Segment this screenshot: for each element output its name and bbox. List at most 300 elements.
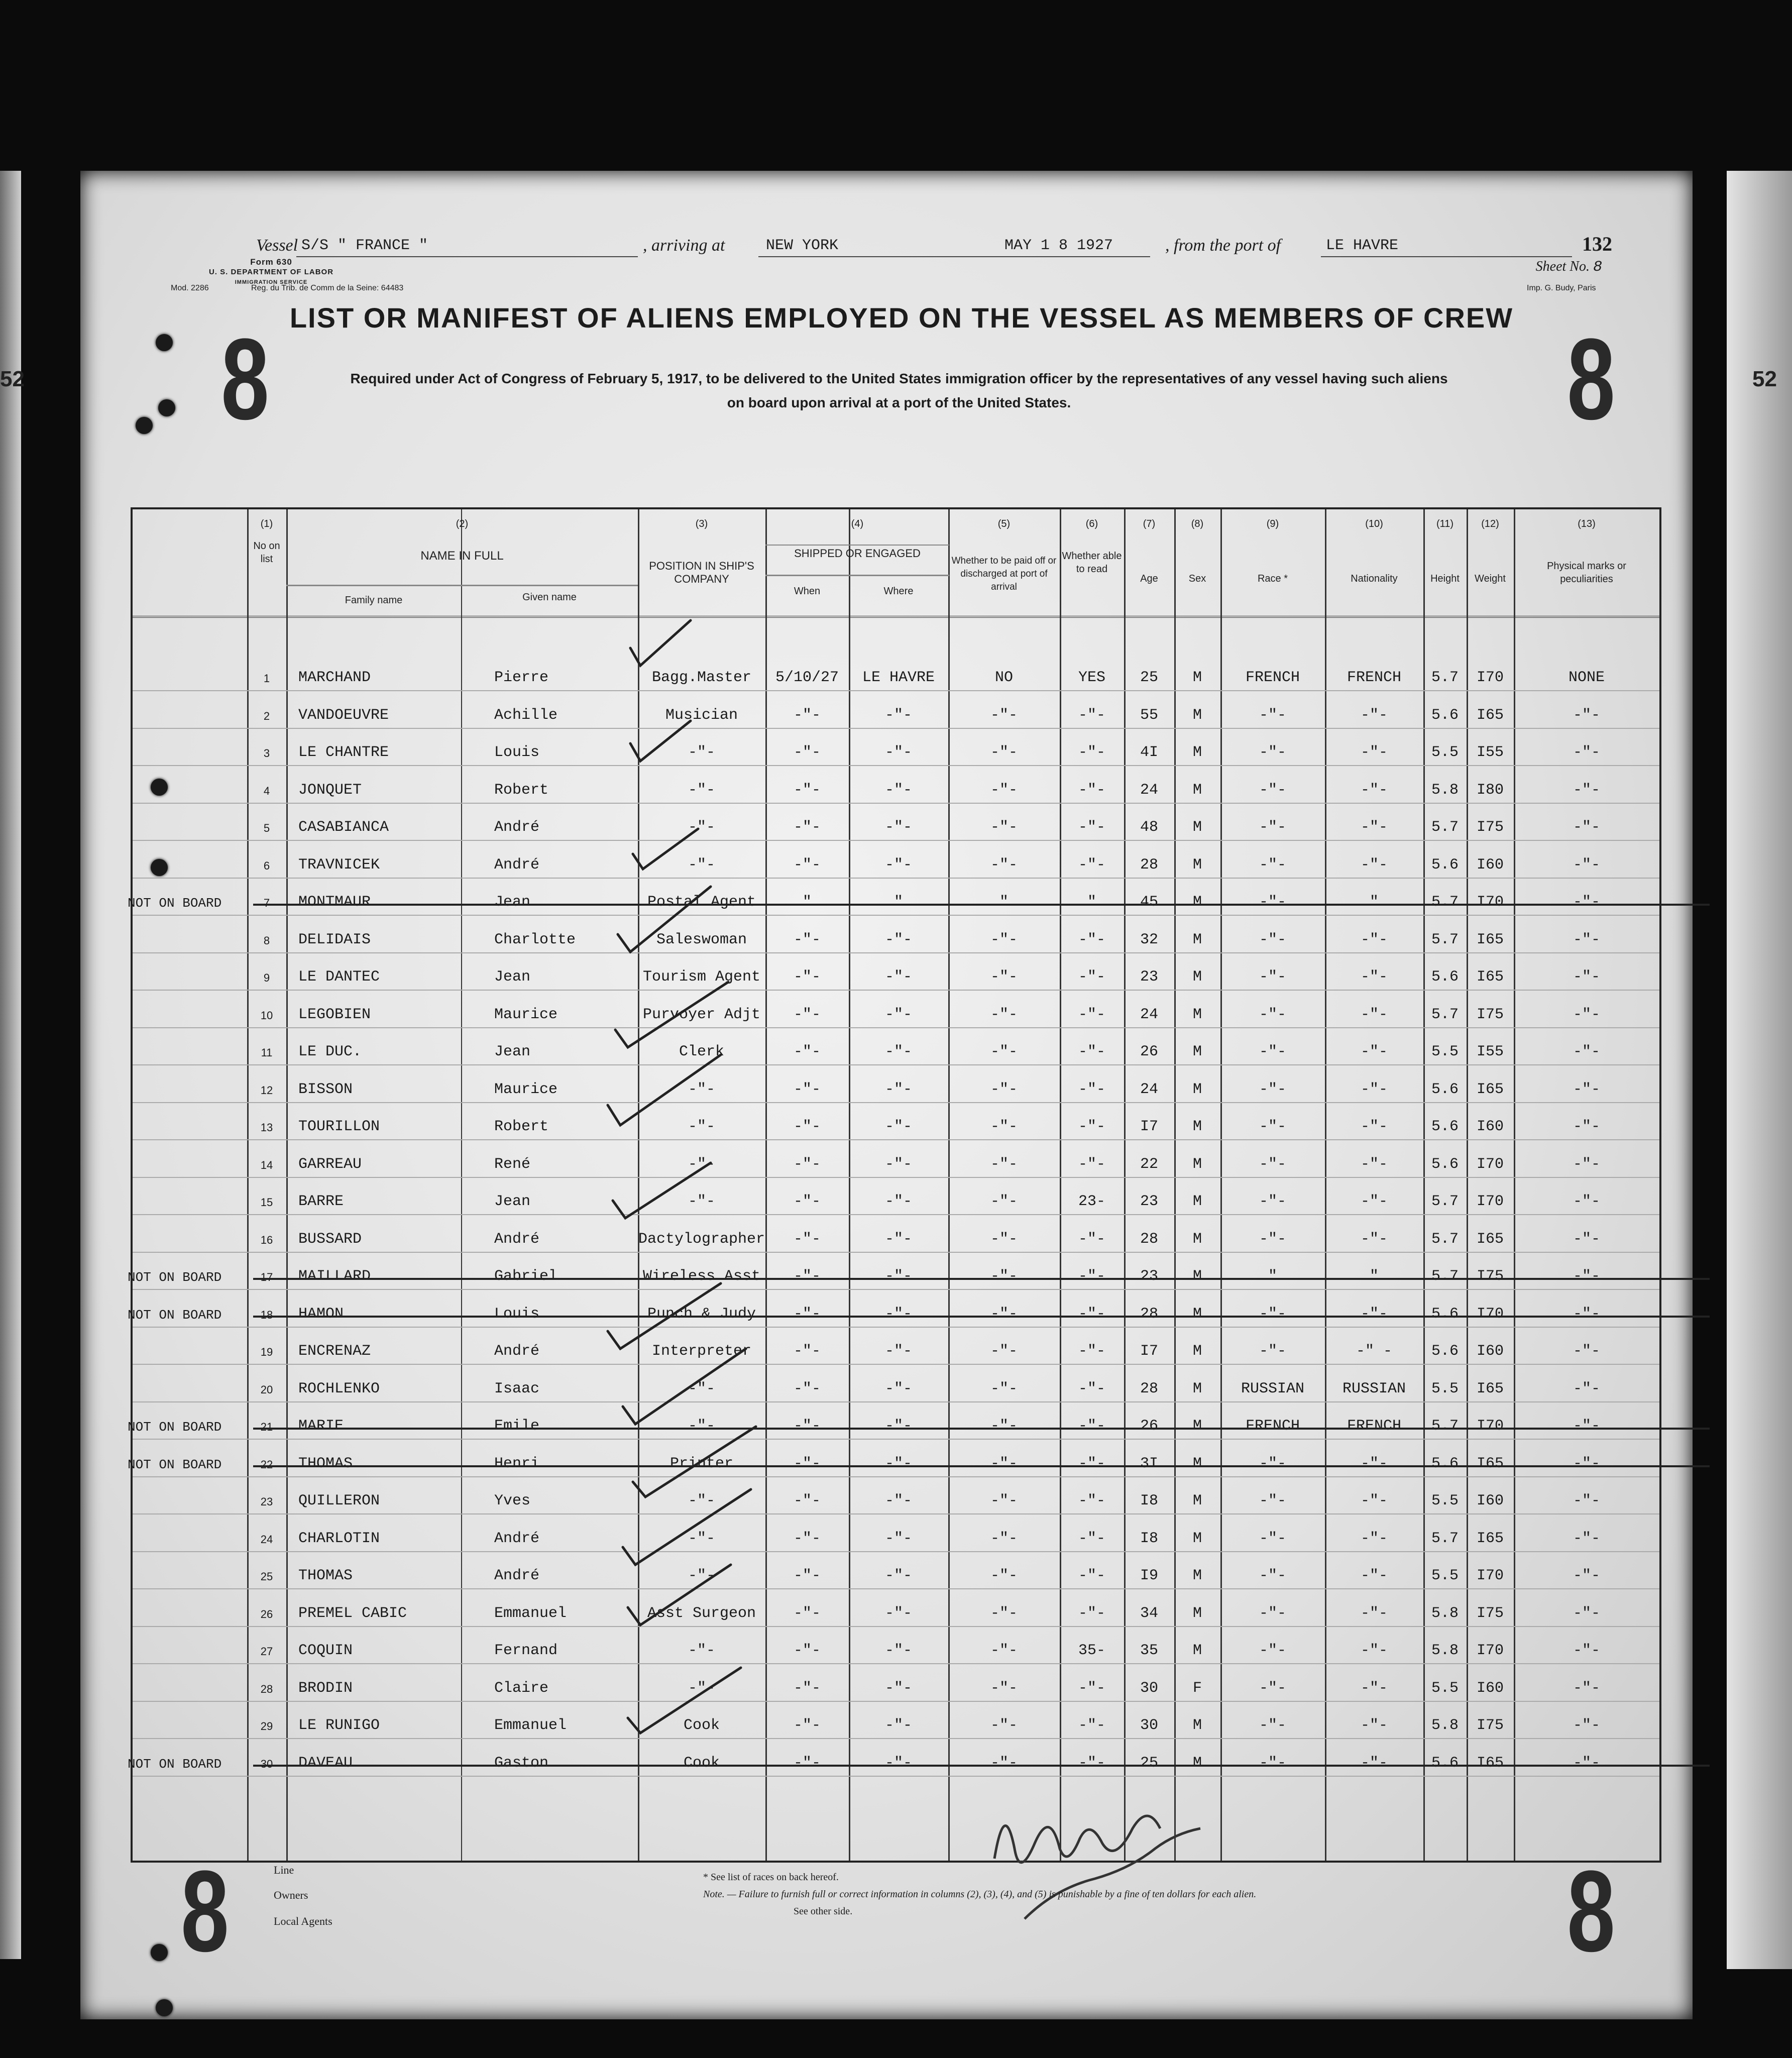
cell-where: -"- xyxy=(884,1118,913,1135)
cell-where: -"- xyxy=(884,1380,913,1397)
fine-note: Note. — Failure to furnish full or correct information in columns (2), (3), (4), and (5) is punishable by a fine of ten dollars for each alien. xyxy=(703,1889,1257,1900)
cell-when: -"- xyxy=(793,1305,821,1323)
cell-age: 4I xyxy=(1140,744,1159,761)
cell-no: 18 xyxy=(260,1308,273,1321)
cell-sex: M xyxy=(1192,1492,1202,1509)
not-on-board-note: NOT ON BOARD xyxy=(128,1756,222,1772)
cell-height: 5.5 xyxy=(1431,1492,1459,1509)
cell-height: 5.6 xyxy=(1431,1118,1459,1135)
sheet-number-stamp: 8 xyxy=(1567,1847,1615,1976)
cell-able-read: -"- xyxy=(1078,1080,1106,1098)
cell-physical-marks: -"- xyxy=(1573,1530,1601,1547)
cell-paid-off: -"- xyxy=(990,819,1018,836)
cell-age: 26 xyxy=(1140,1418,1159,1435)
cell-height: 5.7 xyxy=(1431,1230,1459,1248)
cell-when: -"- xyxy=(793,1268,821,1285)
cell-where: " xyxy=(893,894,904,911)
cell-position: -"- xyxy=(688,856,716,874)
cell-no: 9 xyxy=(263,971,270,984)
cell-height: 5.8 xyxy=(1431,1717,1459,1734)
cell-where: -"- xyxy=(884,744,913,761)
cell-sex: M xyxy=(1192,1717,1202,1734)
cell-race: -"- xyxy=(1259,1455,1287,1472)
cell-height: 5.6 xyxy=(1431,968,1459,986)
cell-position: -"- xyxy=(688,1530,716,1547)
cell-no: 2 xyxy=(263,709,270,722)
cell-weight: I70 xyxy=(1476,1418,1504,1435)
cell-sex: M xyxy=(1192,1343,1202,1360)
header-weight: Weight xyxy=(1475,573,1506,584)
cell-given-name: André xyxy=(494,819,540,836)
cell-height: 5.6 xyxy=(1431,1080,1459,1098)
cell-weight: I70 xyxy=(1476,894,1504,911)
cell-where: -"- xyxy=(884,1043,913,1060)
cell-physical-marks: -"- xyxy=(1573,1418,1601,1435)
cell-given-name: Claire xyxy=(494,1679,549,1697)
cell-paid-off: -"- xyxy=(990,1305,1018,1323)
cell-age: 55 xyxy=(1140,706,1159,724)
cell-weight: I65 xyxy=(1476,1455,1504,1472)
row-rule xyxy=(133,1401,1659,1402)
cell-given-name: André xyxy=(494,1230,540,1248)
cell-nationality: -"- xyxy=(1360,1530,1388,1547)
cell-nationality: -"- xyxy=(1360,856,1388,874)
cell-height: 5.7 xyxy=(1431,1006,1459,1023)
page-number: 132 xyxy=(1582,233,1612,255)
cell-weight: I65 xyxy=(1476,1754,1504,1772)
cell-no: 10 xyxy=(260,1009,273,1022)
cell-weight: I55 xyxy=(1476,744,1504,761)
cell-paid-off: -"- xyxy=(990,1268,1018,1285)
cell-physical-marks: -"- xyxy=(1573,1118,1601,1135)
cell-family-name: MARCHAND xyxy=(298,669,371,686)
row-rule xyxy=(133,1439,1659,1440)
department-block xyxy=(196,257,347,287)
cell-nationality: -"- xyxy=(1360,1080,1388,1098)
cell-where: -"- xyxy=(884,968,913,986)
cell-given-name: Charlotte xyxy=(494,931,576,948)
cell-nationality: -"- xyxy=(1360,1679,1388,1697)
cell-sex: M xyxy=(1192,931,1202,948)
cell-weight: I75 xyxy=(1476,1268,1504,1285)
cell-sex: M xyxy=(1192,1642,1202,1659)
cell-nationality: -"- xyxy=(1360,1193,1388,1210)
cell-race: " xyxy=(1268,1268,1278,1285)
cell-nationality: -"- xyxy=(1360,968,1388,986)
cell-sex: M xyxy=(1192,1155,1202,1173)
row-rule xyxy=(133,878,1659,879)
cell-age: I7 xyxy=(1140,1343,1159,1360)
cell-where: -"- xyxy=(884,1530,913,1547)
cell-weight: I75 xyxy=(1476,1604,1504,1622)
cell-given-name: Robert xyxy=(494,781,549,799)
cell-weight: I65 xyxy=(1476,1080,1504,1098)
cell-when: -"- xyxy=(793,1343,821,1360)
from-underline xyxy=(1321,256,1572,257)
cell-sex: M xyxy=(1192,781,1202,799)
cell-where: -"- xyxy=(884,1455,913,1472)
crew-table: (1) No on list (2) NAME IN FULL Family name Given name (3) POSITION IN SHIP'S COMPANY (4) SHIPPED OR ENGAGED When Where (5) Whether to be paid off or discharged at port of arrival (6) Whether able to read (7) Age (8) Sex (9) Race * (10) Nationality (11) Height (12) Weight (13) Physical marks or peculiarities 1 MARCHAND Pierre Bagg.Master 5/10/27 LE HAVRE NO YES 25 M FRENCH FRENCH 5.7 I70 NONE 2 VANDOEUVRE Achille Musician -"- -"- -"- -"- 55 M -"- -"- 5.6 I65 -"- 3 LE CHANTRE Louis -"- -"- -"- -"- -"- 4I M -"- -"- 5.5 I55 -"- 4 JONQUET Robert -"- -"- -"- -"- -"- 24 M -"- -"- 5.8 I80 -"- 5 CASABIANCA André -"- -"- -"- -"- -"- 48 M -"- -"- 5.7 I75 -"- 6 TRAVNICEK André -"- -"- -"- -"- -"- 28 M -"- -"- 5.6 I60 -"- 7 MONTMAUR Jean Postal Agent " " " " 45 M -"- " 5.7 I70 -"- NOT ON BOARD 8 DELIDAIS Charlotte Saleswoman -"- -"- -"- -"- 32 M -"- -"- 5.7 I65 -"- 9 LE DANTEC Jean Tourism Agent -"- -"- -"- -"- 23 M -"- -"- 5.6 I65 -"- 10 LEGOBIEN Maurice Purvoyer Adjt -"- -"- -"- -"- 24 M -"- -"- 5.7 I75 -"- 11 LE DUC. Jean Clerk -"- -"- -"- -"- 26 M -"- -"- 5.5 I55 -"- 12 BISSON Maurice -"- -"- -"- -"- -"- 24 M -"- -"- 5.6 I65 -"- 13 TOURILLON Robert -"- -"- -"- -"- -"- I7 M -"- -"- 5.6 I60 -"- 14 GARREAU René -"- -"- -"- -"- -"- 22 M -"- -"- 5.6 I70 -"- 15 BARRE Jean -"- -"- -"- -"- 23- 23 M -"- -"- 5.7 I70 -"- 16 BUSSARD André Dactylographer -"- -"- -"- -"- 28 M -"- -"- 5.7 I65 -"- 17 MAILLARD Gabriel Wireless Asst -"- -"- -"- -"- 23 M " " 5.7 I75 -"- NOT ON BOARD 18 HAMON Louis Punch & Judy -"- -"- -"- -"- 28 M -"- -"- 5.6 I70 -"- NOT ON BOARD 19 ENCRENAZ André Interpreter -"- -"- -"- -"- I7 M -"- -" - 5.6 I60 -"- 20 ROCHLENKO Isaac -"- -"- -"- -"- -"- 28 M RUSSIAN RUSSIAN 5.5 I65 -"- 21 MARIE Emile -"- -"- -"- -"- -"- 26 M FRENCH FRENCH 5.7 I70 -"- NOT ON BOARD 22 THOMAS Henri Printer -"- -"- -"- -"- 3I M -"- -"- 5.6 I65 -"- NOT ON BOARD 23 QUILLERON Yves -"- -"- -"- -"- -"- I8 M -"- -"- 5.5 I60 -"- 24 CHARLOTIN André -"- -"- -"- -"- -"- I8 M -"- -"- 5.7 I65 -"- 25 THOMAS André -"- -"- -"- -"- -"- I9 M -"- -"- 5.5 I70 -"- 26 PREMEL CABIC Emmanuel Asst Surgeon -"- -"- -"- -"- 34 M -"- -"- 5.8 I75 -"- 27 COQUIN Fernand -"- -"- -"- -"- 35- 35 M -"- -"- 5.8 I70 -"- 28 BRODIN Claire -"- -"- -"- -"- -"- 30 F -"- -"- 5.5 I60 -"- 29 LE RUNIGO Emmanuel Cook -"- -"- -"- -"- 30 M -"- -"- 5.8 I75 -"- 30 DAVEAU Gaston Cook -"- -"- -"- -"- 25 M -"- -"- 5.6 I65 -"- NOT ON BOARD xyxy=(131,507,1661,1863)
row-rule xyxy=(133,840,1659,841)
cell-sex: M xyxy=(1192,1604,1202,1622)
cell-no: 17 xyxy=(260,1271,273,1283)
cell-height: 5.6 xyxy=(1431,1343,1459,1360)
cell-nationality: -"- xyxy=(1360,1118,1388,1135)
cell-nationality: FRENCH xyxy=(1347,669,1402,686)
cell-position: Postal Agent xyxy=(647,894,756,911)
cell-weight: I75 xyxy=(1476,819,1504,836)
row-rule xyxy=(133,915,1659,916)
cell-where: -"- xyxy=(884,819,913,836)
cell-height: 5.5 xyxy=(1431,1380,1459,1397)
cell-given-name: Maurice xyxy=(494,1006,558,1023)
cell-weight: I80 xyxy=(1476,781,1504,799)
cell-physical-marks: -"- xyxy=(1573,1717,1601,1734)
cell-height: 5.7 xyxy=(1431,894,1459,911)
cell-where: -"- xyxy=(884,1230,913,1248)
cell-when: -"- xyxy=(793,1155,821,1173)
header-shipped: SHIPPED OR ENGAGED xyxy=(794,547,921,560)
cell-no: 29 xyxy=(260,1720,273,1732)
cell-no: 1 xyxy=(263,672,270,685)
cell-age: 25 xyxy=(1140,669,1159,686)
cell-height: 5.7 xyxy=(1431,1418,1459,1435)
cell-nationality: RUSSIAN xyxy=(1342,1380,1406,1397)
cell-able-read: -"- xyxy=(1078,1418,1106,1435)
cell-sex: M xyxy=(1192,1043,1202,1060)
cell-family-name: BARRE xyxy=(298,1193,344,1210)
cell-nationality: -"- xyxy=(1360,1043,1388,1060)
cell-where: -"- xyxy=(884,1080,913,1098)
cell-weight: I60 xyxy=(1476,1492,1504,1509)
cell-sex: M xyxy=(1192,856,1202,874)
cell-position: -"- xyxy=(688,1492,716,1509)
row-rule xyxy=(133,990,1659,991)
cell-age: 28 xyxy=(1140,856,1159,874)
cell-no: 27 xyxy=(260,1645,273,1658)
cell-where: -"- xyxy=(884,1642,913,1659)
cell-nationality: -" - xyxy=(1356,1343,1393,1360)
cell-height: 5.5 xyxy=(1431,1679,1459,1697)
cell-when: -"- xyxy=(793,744,821,761)
cell-race: -"- xyxy=(1259,1193,1287,1210)
cell-nationality: -"- xyxy=(1360,931,1388,948)
cell-able-read: -"- xyxy=(1078,1492,1106,1509)
cell-physical-marks: -"- xyxy=(1573,1080,1601,1098)
cell-family-name: LE RUNIGO xyxy=(298,1717,380,1734)
cell-height: 5.8 xyxy=(1431,1642,1459,1659)
cell-sex: M xyxy=(1192,1455,1202,1472)
not-on-board-note: NOT ON BOARD xyxy=(128,896,222,911)
cell-physical-marks: -"- xyxy=(1573,1343,1601,1360)
cell-paid-off: -"- xyxy=(990,1343,1018,1360)
header-physical-marks: Physical marks or peculiarities xyxy=(1547,561,1626,585)
not-on-board-note: NOT ON BOARD xyxy=(128,1420,222,1435)
row-rule xyxy=(133,1738,1659,1739)
cell-where: -"- xyxy=(884,1155,913,1173)
cell-when: -"- xyxy=(793,706,821,724)
header-no-on-list: No on list xyxy=(253,540,280,565)
cell-age: 32 xyxy=(1140,931,1159,948)
cell-position: Saleswoman xyxy=(656,931,747,948)
cell-given-name: Achille xyxy=(494,706,558,724)
cell-physical-marks: -"- xyxy=(1573,1043,1601,1060)
cell-able-read: -"- xyxy=(1078,1118,1106,1135)
department-name: U. S. DEPARTMENT OF LABOR xyxy=(208,268,334,276)
cell-age: 35 xyxy=(1140,1642,1159,1659)
cell-where: -"- xyxy=(884,781,913,799)
cell-when: -"- xyxy=(793,781,821,799)
cell-no: 12 xyxy=(260,1084,273,1097)
row-rule xyxy=(133,803,1659,804)
cell-position: Cook xyxy=(683,1754,720,1772)
cell-position: Tourism Agent xyxy=(642,968,761,986)
strike-through-line xyxy=(253,904,1710,906)
cell-physical-marks: -"- xyxy=(1573,1679,1601,1697)
cell-age: 22 xyxy=(1140,1155,1159,1173)
cell-race: -"- xyxy=(1259,1043,1287,1060)
from-label: , from the port of xyxy=(1165,236,1281,255)
owners-label: Owners xyxy=(274,1889,308,1901)
cell-family-name: DAVEAU xyxy=(298,1754,353,1772)
cell-height: 5.7 xyxy=(1431,1530,1459,1547)
cell-physical-marks: -"- xyxy=(1573,1006,1601,1023)
cell-physical-marks: -"- xyxy=(1573,706,1601,724)
cell-when: " xyxy=(802,894,812,911)
cell-family-name: BISSON xyxy=(298,1080,353,1098)
strike-through-line xyxy=(253,1278,1710,1280)
cell-family-name: BRODIN xyxy=(298,1679,353,1697)
cell-able-read: -"- xyxy=(1078,744,1106,761)
cell-no: 24 xyxy=(260,1533,273,1546)
cell-race: RUSSIAN xyxy=(1241,1380,1305,1397)
cell-able-read: -"- xyxy=(1078,1305,1106,1323)
side-number-left: 52 xyxy=(0,367,25,391)
cell-nationality: FRENCH xyxy=(1347,1418,1402,1435)
cell-paid-off: -"- xyxy=(990,744,1018,761)
cell-weight: I55 xyxy=(1476,1043,1504,1060)
header-given-name: Given name xyxy=(522,592,577,603)
printer-imprint: Imp. G. Budy, Paris xyxy=(1527,284,1596,292)
cell-able-read: -"- xyxy=(1078,1380,1106,1397)
vessel-name: S/S " FRANCE " xyxy=(301,237,428,254)
cell-paid-off: -"- xyxy=(990,1418,1018,1435)
cell-race: -"- xyxy=(1259,1305,1287,1323)
header-position: POSITION IN SHIP'S COMPANY xyxy=(649,560,754,585)
strike-through-line xyxy=(253,1765,1710,1767)
cell-no: 19 xyxy=(260,1346,273,1358)
cell-when: -"- xyxy=(793,819,821,836)
row-rule xyxy=(133,690,1659,691)
header-when: When xyxy=(794,586,821,597)
cell-physical-marks: -"- xyxy=(1573,1604,1601,1622)
cell-race: -"- xyxy=(1259,1006,1287,1023)
cell-able-read: -"- xyxy=(1078,1230,1106,1248)
cell-race: -"- xyxy=(1259,744,1287,761)
row-rule xyxy=(133,1476,1659,1477)
cell-family-name: THOMAS xyxy=(298,1567,353,1584)
row-rule xyxy=(133,728,1659,729)
cell-when: -"- xyxy=(793,1567,821,1584)
not-on-board-note: NOT ON BOARD xyxy=(128,1307,222,1323)
cell-age: I7 xyxy=(1140,1118,1159,1135)
page-subtitle: Required under Act of Congress of February 5, 1917, to be delivered to the United States immigration officer by the representatives of any vessel having such aliens on board upon arrival at a port of the United States. xyxy=(350,371,1448,410)
cell-when: -"- xyxy=(793,1455,821,1472)
cell-paid-off: -"- xyxy=(990,1492,1018,1509)
cell-weight: I60 xyxy=(1476,856,1504,874)
cell-age: 34 xyxy=(1140,1604,1159,1622)
cell-no: 23 xyxy=(260,1495,273,1508)
cell-no: 22 xyxy=(260,1458,273,1471)
cell-given-name: André xyxy=(494,856,540,874)
cell-able-read: -"- xyxy=(1078,1679,1106,1697)
row-rule xyxy=(133,1551,1659,1552)
cell-nationality: " xyxy=(1369,894,1379,911)
cell-weight: I60 xyxy=(1476,1679,1504,1697)
cell-family-name: LE CHANTRE xyxy=(298,744,389,761)
cell-able-read: -"- xyxy=(1078,1155,1106,1173)
cell-no: 30 xyxy=(260,1757,273,1770)
cell-where: -"- xyxy=(884,1343,913,1360)
cell-no: 3 xyxy=(263,747,270,760)
cell-position: -"- xyxy=(688,819,716,836)
side-number-right: 52 xyxy=(1752,367,1777,391)
cell-weight: I70 xyxy=(1476,1642,1504,1659)
races-note: * See list of races on back hereof. xyxy=(703,1872,839,1883)
row-rule xyxy=(133,1102,1659,1103)
cell-family-name: BUSSARD xyxy=(298,1230,362,1248)
row-rule xyxy=(133,952,1659,953)
cell-age: I9 xyxy=(1140,1567,1159,1584)
cell-race: -"- xyxy=(1259,1080,1287,1098)
from-port: LE HAVRE xyxy=(1326,237,1399,254)
cell-family-name: CASABIANCA xyxy=(298,819,389,836)
cell-height: 5.7 xyxy=(1431,931,1459,948)
cell-height: 5.6 xyxy=(1431,1155,1459,1173)
header-where: Where xyxy=(883,586,914,597)
cell-height: 5.7 xyxy=(1431,1193,1459,1210)
cell-when: -"- xyxy=(793,1080,821,1098)
cell-weight: I70 xyxy=(1476,1567,1504,1584)
row-rule xyxy=(133,765,1659,766)
cell-age: 28 xyxy=(1140,1380,1159,1397)
cell-height: 5.5 xyxy=(1431,1567,1459,1584)
cell-physical-marks: -"- xyxy=(1573,1754,1601,1772)
cell-when: -"- xyxy=(793,856,821,874)
cell-family-name: THOMAS xyxy=(298,1455,353,1472)
cell-given-name: Jean xyxy=(494,1043,531,1060)
cell-family-name: DELIDAIS xyxy=(298,931,371,948)
cell-family-name: TOURILLON xyxy=(298,1118,380,1135)
cell-height: 5.7 xyxy=(1431,669,1459,686)
cell-able-read: -"- xyxy=(1078,1455,1106,1472)
cell-nationality: -"- xyxy=(1360,706,1388,724)
cell-weight: I65 xyxy=(1476,931,1504,948)
cell-position: -"- xyxy=(688,1567,716,1584)
cell-sex: M xyxy=(1192,706,1202,724)
cell-where: -"- xyxy=(884,1492,913,1509)
cell-able-read: -"- xyxy=(1078,1006,1106,1023)
cell-nationality: -"- xyxy=(1360,1006,1388,1023)
row-rule xyxy=(133,1177,1659,1178)
cell-family-name: CHARLOTIN xyxy=(298,1530,380,1547)
cell-physical-marks: -"- xyxy=(1573,894,1601,911)
cell-position: Printer xyxy=(669,1455,734,1472)
cell-no: 28 xyxy=(260,1682,273,1695)
header-family-name: Family name xyxy=(345,595,403,606)
cell-able-read: -"- xyxy=(1078,1043,1106,1060)
row-rule xyxy=(133,1327,1659,1328)
cell-nationality: -"- xyxy=(1360,1305,1388,1323)
cell-physical-marks: -"- xyxy=(1573,1230,1601,1248)
cell-family-name: ENCRENAZ xyxy=(298,1343,371,1360)
cell-nationality: -"- xyxy=(1360,1230,1388,1248)
cell-weight: I75 xyxy=(1476,1717,1504,1734)
model-number: Mod. 2286 xyxy=(171,284,209,292)
cell-position: -"- xyxy=(688,1080,716,1098)
cell-sex: M xyxy=(1192,894,1202,911)
cell-sex: M xyxy=(1192,669,1202,686)
cell-given-name: Fernand xyxy=(494,1642,558,1659)
strike-through-line xyxy=(253,1465,1710,1467)
cell-race: -"- xyxy=(1259,1155,1287,1173)
cell-weight: I70 xyxy=(1476,669,1504,686)
header-race: Race * xyxy=(1257,573,1288,584)
cell-age: I8 xyxy=(1140,1530,1159,1547)
cell-race: -"- xyxy=(1259,1492,1287,1509)
cell-nationality: -"- xyxy=(1360,1155,1388,1173)
cell-family-name: QUILLERON xyxy=(298,1492,380,1509)
cell-where: -"- xyxy=(884,706,913,724)
cell-paid-off: -"- xyxy=(990,1043,1018,1060)
cell-age: 26 xyxy=(1140,1043,1159,1060)
cell-no: 13 xyxy=(260,1121,273,1134)
cell-when: -"- xyxy=(793,1492,821,1509)
cell-position: -"- xyxy=(688,1380,716,1397)
cell-weight: I60 xyxy=(1476,1343,1504,1360)
cell-position: Wireless Asst xyxy=(642,1268,761,1285)
cell-sex: M xyxy=(1192,1380,1202,1397)
cell-paid-off: -"- xyxy=(990,1679,1018,1697)
adjacent-page-right xyxy=(1727,171,1792,1969)
cell-no: 6 xyxy=(263,859,270,872)
header-sex: Sex xyxy=(1188,573,1206,584)
sheet-number: Sheet No. 8 xyxy=(1535,259,1602,276)
cell-nationality: -"- xyxy=(1360,1604,1388,1622)
cell-position: Punch & Judy xyxy=(647,1305,756,1323)
cell-race: -"- xyxy=(1259,856,1287,874)
cell-physical-marks: -"- xyxy=(1573,931,1601,948)
cell-no: 8 xyxy=(263,934,270,947)
cell-able-read: -"- xyxy=(1078,1530,1106,1547)
cell-height: 5.6 xyxy=(1431,706,1459,724)
cell-sex: M xyxy=(1192,819,1202,836)
cell-when: -"- xyxy=(793,931,821,948)
cell-position: -"- xyxy=(688,744,716,761)
cell-race: -"- xyxy=(1259,819,1287,836)
cell-paid-off: -"- xyxy=(990,1754,1018,1772)
cell-where: -"- xyxy=(884,1567,913,1584)
cell-race: -"- xyxy=(1259,1343,1287,1360)
cell-sex: M xyxy=(1192,1006,1202,1023)
cell-paid-off: -"- xyxy=(990,968,1018,986)
cell-able-read: -"- xyxy=(1078,931,1106,948)
cell-weight: I65 xyxy=(1476,1530,1504,1547)
cell-race: FRENCH xyxy=(1245,1418,1300,1435)
cell-race: -"- xyxy=(1259,1604,1287,1622)
cell-position: -"- xyxy=(688,1155,716,1173)
cell-no: 7 xyxy=(263,897,270,909)
